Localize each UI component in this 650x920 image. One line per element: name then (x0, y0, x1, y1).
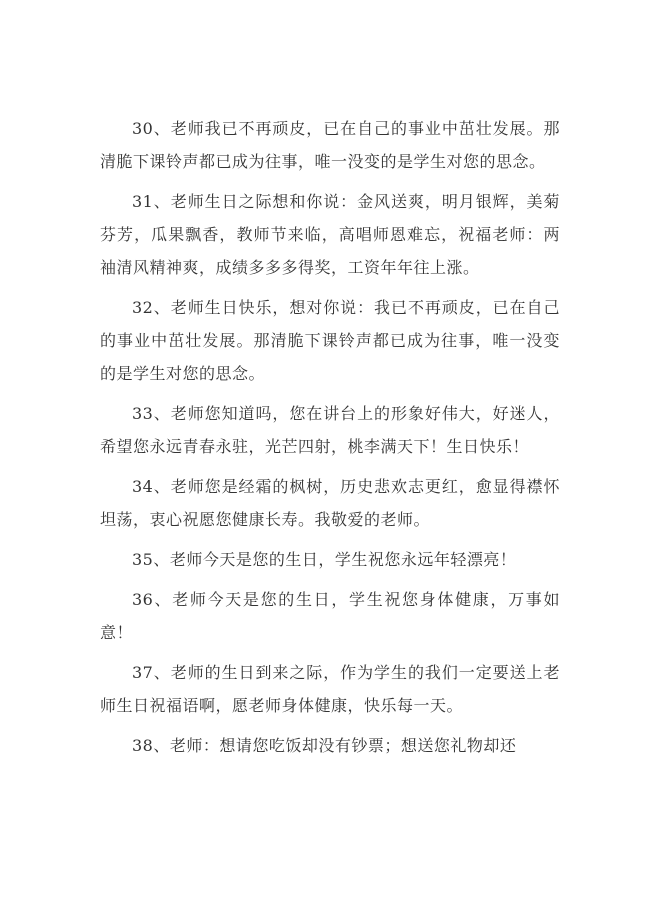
paragraph-38: 38、老师：想请您吃饭却没有钞票；想送您礼物却还 (132, 736, 517, 755)
paragraph-37: 37、老师的生日到来之际，作为学生的我们一定要送上老师生日祝福语啊，愿老师身体健康，快乐每一天。 (100, 663, 560, 715)
document-page (100, 112, 560, 769)
paragraph-30: 30、老师我已不再顽皮，已在自己的事业中茁壮发展。那清脆下课铃声都已成为往事，唯一没变的是学生对您的思念。 (100, 119, 560, 171)
paragraph-34: 34、老师您是经霜的枫树，历史悲欢志更红，愈显得襟怀坦荡，衷心祝愿您健康长寿。我敬爱的老师。 (100, 477, 560, 529)
paragraph-36: 36、老师今天是您的生日，学生祝您身体健康，万事如意！ (100, 590, 560, 642)
paragraph-31: 31、老师生日之际想和你说：金风送爽，明月银辉，美菊芬芳，瓜果飘香，教师节来临，高唱师恩难忘，祝福老师：两袖清风精神爽，成绩多多多得奖，工资年年往上涨。 (100, 192, 560, 277)
paragraph-35: 35、老师今天是您的生日，学生祝您永远年轻漂亮！ (132, 550, 517, 569)
paragraph-33: 33、老师您知道吗，您在讲台上的形象好伟大，好迷人，希望您永远青春永驻，光芒四射，桃李满天下！生日快乐！ (100, 404, 560, 456)
paragraph-32: 32、老师生日快乐，想对你说：我已不再顽皮，已在自己的事业中茁壮发展。那清脆下课铃声都已成为往事，唯一没变的是学生对您的思念。 (100, 298, 560, 383)
